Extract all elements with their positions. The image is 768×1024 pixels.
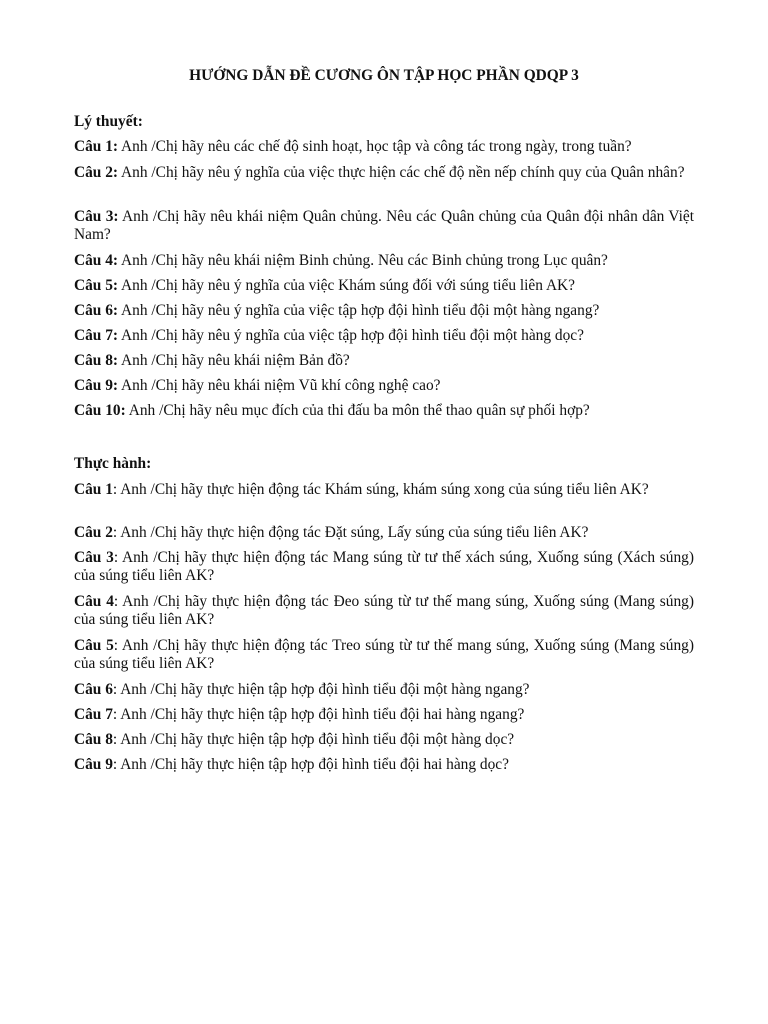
practice-question-1 bbox=[74, 481, 694, 499]
practice-question-9 bbox=[74, 756, 694, 774]
theory-question-3 bbox=[74, 208, 694, 243]
practice-question-6 bbox=[74, 681, 694, 699]
question-text: Anh /Chị hãy nêu ý nghĩa của việc tập hợp đội hình tiểu đội một hàng dọc? bbox=[118, 327, 584, 344]
theory-heading: Lý thuyết: bbox=[74, 113, 143, 130]
question-text: : Anh /Chị hãy thực hiện tập hợp đội hình tiểu đội một hàng ngang? bbox=[112, 681, 530, 698]
practice-question-2 bbox=[74, 524, 694, 542]
theory-question-6 bbox=[74, 302, 694, 320]
question-label: Câu 3 bbox=[74, 549, 114, 566]
theory-question-9 bbox=[74, 377, 694, 395]
question-text: : Anh /Chị hãy thực hiện tập hợp đội hình tiểu đội một hàng dọc? bbox=[112, 731, 515, 748]
question-text: : Anh /Chị hãy thực hiện động tác Đặt súng, Lấy súng của súng tiểu liên AK? bbox=[112, 524, 589, 541]
question-text: Anh /Chị hãy nêu ý nghĩa của việc Khám súng đối với súng tiểu liên AK? bbox=[118, 277, 576, 294]
question-label: Câu 1 bbox=[74, 481, 113, 498]
question-text: Anh /Chị hãy nêu mục đích của thi đấu ba môn thể thao quân sự phối hợp? bbox=[125, 402, 590, 419]
question-text: Anh /Chị hãy nêu khái niệm Bản đồ? bbox=[118, 352, 350, 369]
question-label: Câu 10: bbox=[74, 402, 126, 419]
theory-question-10 bbox=[74, 402, 694, 420]
theory-question-5 bbox=[74, 277, 694, 295]
question-label: Câu 8 bbox=[74, 731, 113, 748]
question-label: Câu 1: bbox=[74, 138, 119, 155]
question-text: Anh /Chị hãy nêu khái niệm Quân chủng. Nêu các Quân chủng của Quân đội nhân dân Việt Nam? bbox=[74, 208, 694, 243]
question-label: Câu 4: bbox=[74, 252, 119, 269]
question-label: Câu 4 bbox=[74, 593, 114, 610]
question-label: Câu 2 bbox=[74, 524, 113, 541]
practice-question-8 bbox=[74, 731, 694, 749]
theory-question-1 bbox=[74, 138, 694, 156]
question-label: Câu 6 bbox=[74, 681, 113, 698]
question-text: : Anh /Chị hãy thực hiện tập hợp đội hình tiểu đội hai hàng dọc? bbox=[112, 756, 509, 773]
question-text: : Anh /Chị hãy thực hiện động tác Khám súng, khám súng xong của súng tiểu liên AK? bbox=[112, 481, 649, 498]
theory-question-4 bbox=[74, 252, 694, 270]
practice-question-4 bbox=[74, 593, 694, 628]
question-text: Anh /Chị hãy nêu khái niệm Vũ khí công nghệ cao? bbox=[118, 377, 441, 394]
question-text: : Anh /Chị hãy thực hiện động tác Treo súng từ tư thế mang súng, Xuống súng (Mang súng) của súng tiểu liên AK? bbox=[74, 637, 694, 672]
question-label: Câu 2: bbox=[74, 164, 119, 181]
question-text: Anh /Chị hãy nêu ý nghĩa của việc tập hợp đội hình tiểu đội một hàng ngang? bbox=[118, 302, 600, 319]
question-label: Câu 7: bbox=[74, 327, 119, 344]
question-text: Anh /Chị hãy nêu ý nghĩa của việc thực hiện các chế độ nền nếp chính quy của Quân nhân? bbox=[118, 164, 685, 181]
question-label: Câu 9 bbox=[74, 756, 113, 773]
question-label: Câu 6: bbox=[74, 302, 119, 319]
practice-heading: Thực hành: bbox=[74, 455, 152, 472]
theory-question-7 bbox=[74, 327, 694, 345]
practice-question-5 bbox=[74, 637, 694, 672]
question-text: : Anh /Chị hãy thực hiện tập hợp đội hình tiểu đội hai hàng ngang? bbox=[112, 706, 525, 723]
practice-question-7 bbox=[74, 706, 694, 724]
question-label: Câu 3: bbox=[74, 208, 119, 225]
question-text: Anh /Chị hãy nêu khái niệm Binh chủng. Nêu các Binh chủng trong Lục quân? bbox=[118, 252, 608, 269]
question-label: Câu 8: bbox=[74, 352, 119, 369]
practice-question-3 bbox=[74, 549, 694, 584]
document-title: HƯỚNG DẪN ĐỀ CƯƠNG ÔN TẬP HỌC PHẦN QDQP 3 bbox=[189, 67, 579, 84]
question-label: Câu 5: bbox=[74, 277, 119, 294]
question-text: : Anh /Chị hãy thực hiện động tác Đeo súng từ tư thế mang súng, Xuống súng (Mang súng) của súng tiểu liên AK? bbox=[74, 593, 694, 628]
theory-question-8 bbox=[74, 352, 694, 370]
question-text: : Anh /Chị hãy thực hiện động tác Mang súng từ tư thế xách súng, Xuống súng (Xách súng) của súng tiểu liên AK? bbox=[74, 549, 694, 584]
question-label: Câu 7 bbox=[74, 706, 113, 723]
question-label: Câu 9: bbox=[74, 377, 119, 394]
question-label: Câu 5 bbox=[74, 637, 114, 654]
question-text: Anh /Chị hãy nêu các chế độ sinh hoạt, học tập và công tác trong ngày, trong tuần? bbox=[118, 138, 632, 155]
theory-question-2 bbox=[74, 164, 694, 182]
